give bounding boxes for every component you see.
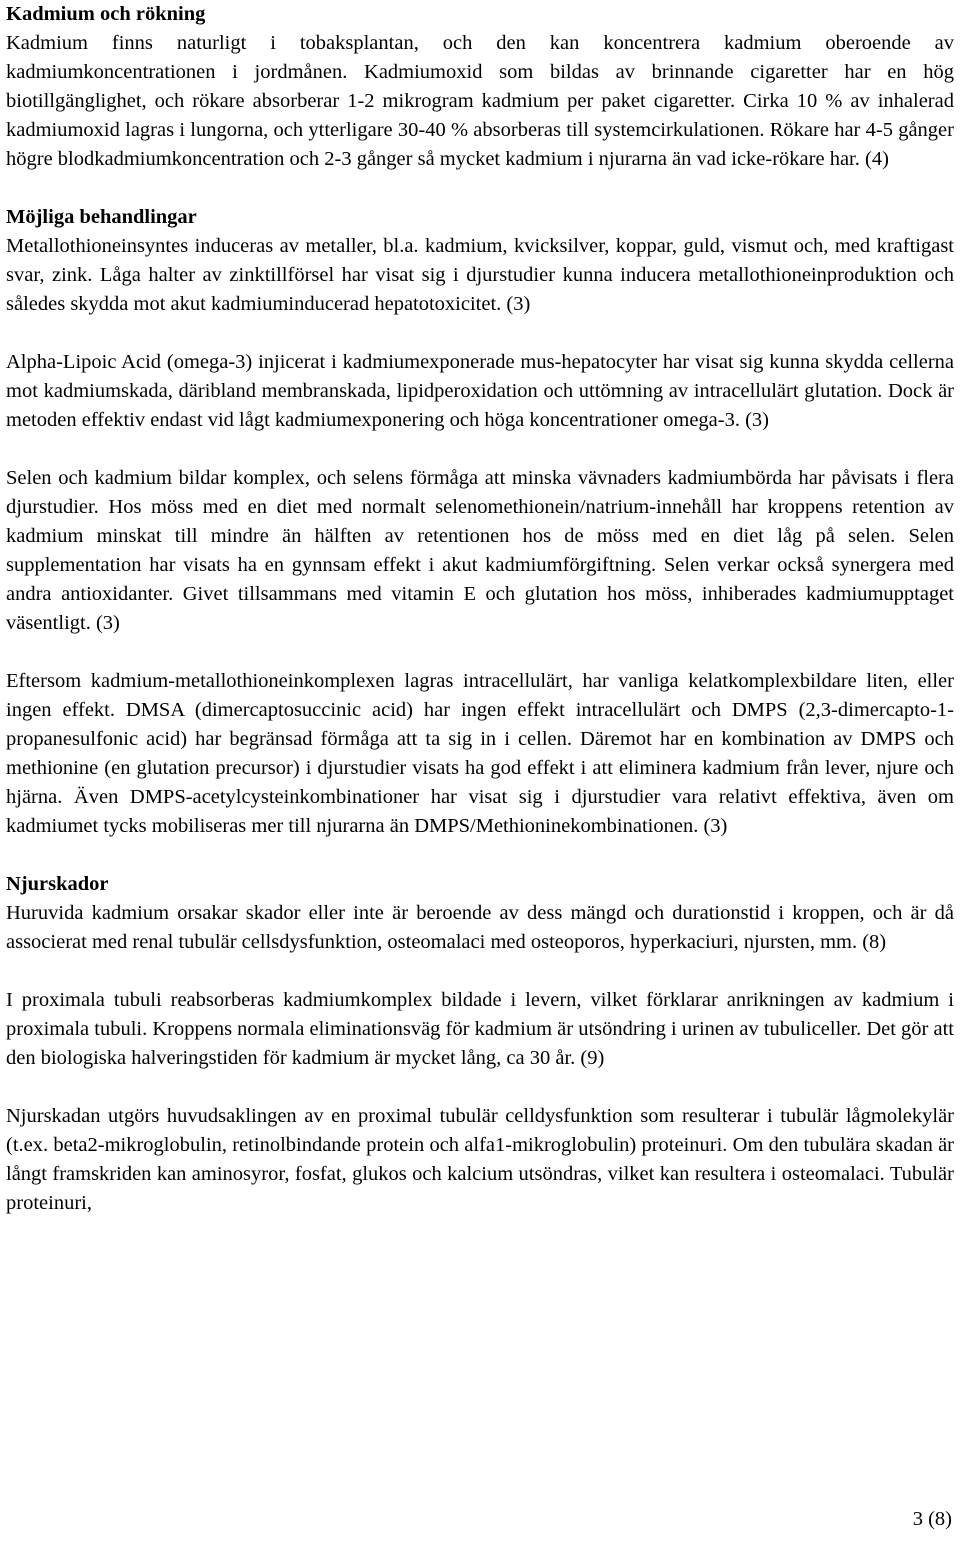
paragraph-alpha-lipoic: Alpha-Lipoic Acid (omega-3) injicerat i kadmiumexponerade mus-hepatocyter har visat sig kunna skydda cellerna mot kadmiumskada, däribland membranskada, lipidperoxidation och uttömning av intracellulärt glutation. Dock är metoden effektiv endast vid lågt kadmiumexponering och höga koncentrationer omega-3. (3) — [6, 351, 954, 431]
document-page — [6, 0, 954, 1218]
paragraph-spacer — [6, 957, 954, 986]
paragraph-spacer — [6, 1073, 954, 1102]
paragraph-spacer — [6, 319, 954, 348]
paragraph-cadmium-smoking: Kadmium finns naturligt i tobaksplantan, och den kan koncentrera kadmium oberoende av kadmiumkoncentrationen i jordmånen. Kadmiumoxid som bildas av brinnande cigaretter har en hög biotillgänglighet, och rökare absorberar 1-2 mikrogram kadmium per paket cigaretter. Cirka 10 % av inhalerad kadmiumoxid lagras i lungorna, och ytterligare 30-40 % absorberas till systemcirkulationen. Rökare har 4-5 gånger högre blodkadmiumkoncentration och 2-3 gånger så mycket kadmium i njurarna än vad icke-rökare har. (4) — [6, 32, 954, 170]
heading-treatments: Möjliga behandlingar — [6, 206, 197, 228]
page-number: 3 (8) — [912, 1508, 952, 1530]
paragraph-chelation: Eftersom kadmium-metallothioneinkomplexen lagras intracellulärt, har vanliga kelatkomplexbildare liten, eller ingen effekt. DMSA (dimercaptosuccinic acid) har ingen effekt intracellulärt och DMPS (2,3-dimercapto-1-propanesulfonic acid) har begränsad förmåga att ta sig in i cellen. Däremot har en kombination av DMPS och methionine (en glutation precursor) i djurstudier visats ha god effekt i att eliminera kadmium från lever, njure och hjärna. Även DMPS-acetylcysteinkombinationer har visat sig i djurstudier vara relativt effektiva, även om kadmiumet tycks mobiliseras mer till njurarna än DMPS/Methioninekombinationen. (3) — [6, 670, 954, 837]
heading-kidney: Njurskador — [6, 873, 109, 895]
paragraph-spacer — [6, 174, 954, 203]
paragraph-kidney-damage: Huruvida kadmium orsakar skador eller inte är beroende av dess mängd och durationstid i kroppen, och är då associerat med renal tubulär cellsdysfunktion, osteomalaci med osteoporos, hyperkaciuri, njursten, mm. (8) — [6, 902, 954, 953]
paragraph-selen: Selen och kadmium bildar komplex, och selens förmåga att minska vävnaders kadmiumbörda har påvisats i flera djurstudier. Hos möss med en diet med normalt selenomethionein/natrium-innehåll har kroppens retention av kadmium minskat till mindre än hälften av retentionen hos de möss med en diet låg på selen. Selen supplementation har visats ha en gynnsam effekt i akut kadmiumförgiftning. Selen verkar också synergera med andra antioxidanter. Givet tillsammans med vitamin E och glutation hos möss, inhiberades kadmiumupptaget väsentligt. (3) — [6, 467, 954, 634]
paragraph-spacer — [6, 435, 954, 464]
paragraph-proximal-tubuli: I proximala tubuli reabsorberas kadmiumkomplex bildade i levern, vilket förklarar anrikningen av kadmium i proximala tubuli. Kroppens normala eliminationsväg för kadmium är utsöndring i urinen av tubuliceller. Det gör att den biologiska halveringstiden för kadmium är mycket lång, ca 30 år. (9) — [6, 989, 954, 1069]
paragraph-zinc: Metallothioneinsyntes induceras av metaller, bl.a. kadmium, kvicksilver, koppar, guld, vismut och, med kraftigast svar, zink. Låga halter av zinktillförsel har visat sig i djurstudier kunna inducera metallothioneinproduktion och således skydda mot akut kadmiuminducerad hepatotoxicitet. (3) — [6, 235, 954, 315]
heading-cadmium-smoking: Kadmium och rökning — [6, 3, 206, 25]
paragraph-tubular-dysfunction: Njurskadan utgörs huvudsaklingen av en proximal tubulär celldysfunktion som resulterar i tubulär lågmolekylär (t.ex. beta2-mikroglobulin, retinolbindande protein och alfa1-mikroglobulin) proteinuri. Om den tubulära skadan är långt framskriden kan aminosyror, fosfat, glukos och kalcium utsöndras, vilket kan resultera i osteomalaci. Tubulär proteinuri, — [6, 1105, 954, 1214]
paragraph-spacer — [6, 638, 954, 667]
paragraph-spacer — [6, 841, 954, 870]
